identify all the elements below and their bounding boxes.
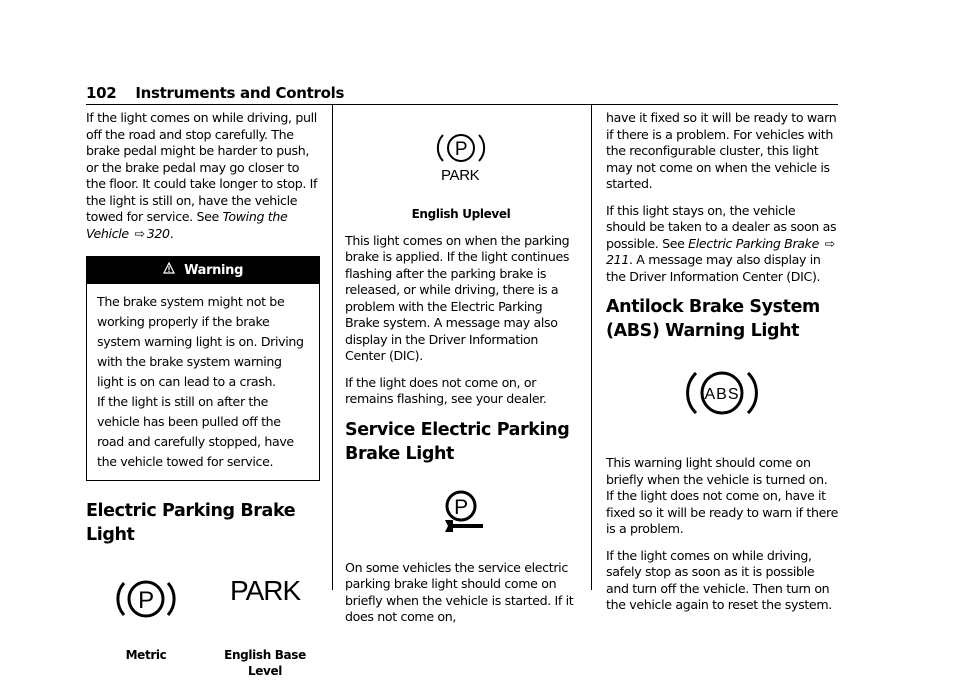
abs-icon-block bbox=[606, 343, 838, 455]
warning-body bbox=[87, 284, 319, 480]
metric-icon-letter: P bbox=[138, 586, 154, 614]
page-arrow-icon: ⇨ bbox=[134, 225, 145, 241]
electric-parking-brake-xref-link[interactable]: Electric Parking Brake bbox=[688, 235, 819, 251]
page-header bbox=[86, 84, 838, 105]
paragraph-abs-briefly-on: This warning light should come on briefly when the vehicle is turned on. If the light does not come on, have it fixed so it will be ready to warn if there is a problem. bbox=[606, 455, 838, 536]
paragraph-light-not-on: If the light does not come on, or remains flashing, see your dealer. bbox=[345, 374, 547, 406]
parking-brake-english-base-icon: PARK bbox=[230, 574, 301, 606]
caption-metric: Metric bbox=[125, 647, 167, 662]
warning-box bbox=[86, 256, 320, 481]
warning-title: Warning bbox=[184, 263, 244, 278]
service-parking-brake-wrench-icon bbox=[439, 488, 487, 536]
page-arrow-icon: ⇨ bbox=[824, 235, 835, 251]
caption-english-base-level: English Base Level bbox=[224, 647, 306, 678]
parking-brake-uplevel-icon bbox=[435, 130, 487, 166]
towing-page-ref[interactable]: 320 bbox=[146, 225, 170, 241]
towing-xref-link[interactable]: Towing the Vehicle bbox=[86, 209, 288, 241]
warning-text-2: If the light is still on after the vehicle has been pulled off the road and carefully stopped, have the vehicle towed for service. bbox=[97, 393, 294, 469]
abs-warning-icon bbox=[686, 367, 758, 419]
heading-service-electric-parking-brake-light: Service Electric Parking Brake Light bbox=[345, 419, 570, 464]
service-icon-letter: P bbox=[454, 495, 468, 519]
electric-parking-brake-page-ref[interactable]: 211 bbox=[606, 252, 629, 267]
paragraph-service-light-on-start: On some vehicles the service electric parking brake light should come on briefly when the vehicle is started. If it does not come on, bbox=[345, 559, 574, 624]
abs-icon-text: ABS bbox=[704, 386, 740, 403]
heading-abs-warning-light: Antilock Brake System (ABS) Warning Light bbox=[606, 297, 820, 341]
warning-text-1: The brake system might not be working properly if the brake system warning light is on. Driving with the brake system warning light is on can lead to a crash. bbox=[97, 293, 304, 389]
heading-electric-parking-brake-light: Electric Parking Brake Light bbox=[86, 500, 296, 545]
warning-header bbox=[87, 257, 319, 284]
paragraph-abs-on-driving: If the light comes on while driving, safely stop as soon as it is possible and turn off the vehicle. Then turn on the vehicle again to reset the system. bbox=[606, 547, 832, 612]
paragraph-light-stays-on: If this light stays on, the vehicle should be taken to a dealer as soon as possible. See Electric Parking Brake ⇨211. A message may also display in the Driver Information Center (DIC). bbox=[606, 202, 837, 284]
caption-english-uplevel: English Uplevel bbox=[411, 207, 511, 221]
paragraph-fix-ready-warn: have it fixed so it will be ready to warn if there is a problem. For vehicles with the reconfigurable cluster, this light may not come on when the vehicle is started. bbox=[606, 110, 837, 191]
column-divider-1 bbox=[332, 104, 333, 590]
column-2 bbox=[345, 110, 577, 636]
paragraph-parking-brake-applied: This light comes on when the parking brake is applied. If the light continues flashing after the parking brake is released, or while driving, there is a problem with the Electric Parking Brake system. A message may also display in the Driver Information Center (DIC). bbox=[345, 232, 570, 363]
column-3 bbox=[606, 110, 838, 624]
column-divider-2 bbox=[591, 104, 592, 590]
column-1 bbox=[86, 110, 320, 678]
section-title: Instruments and Controls bbox=[135, 84, 345, 102]
uplevel-icon-text: PARK bbox=[441, 167, 480, 184]
parking-brake-icons-row bbox=[86, 547, 320, 678]
paragraph-light-on-driving: If the light comes on while driving, pull off the road and stop carefully. The brake pedal might be harder to push, or the brake pedal may go closer to the floor. It could take longer to stop. If the light is still on, have the vehicle towed for service. See Towing the Vehicle ⇨ 320. bbox=[86, 110, 318, 241]
english-uplevel-icon-block bbox=[345, 110, 577, 206]
page-number: 102 bbox=[86, 84, 117, 102]
uplevel-icon-letter: P bbox=[454, 139, 468, 160]
warning-triangle-icon bbox=[163, 262, 175, 280]
service-icon-block bbox=[345, 466, 577, 560]
parking-brake-metric-icon bbox=[114, 577, 178, 621]
